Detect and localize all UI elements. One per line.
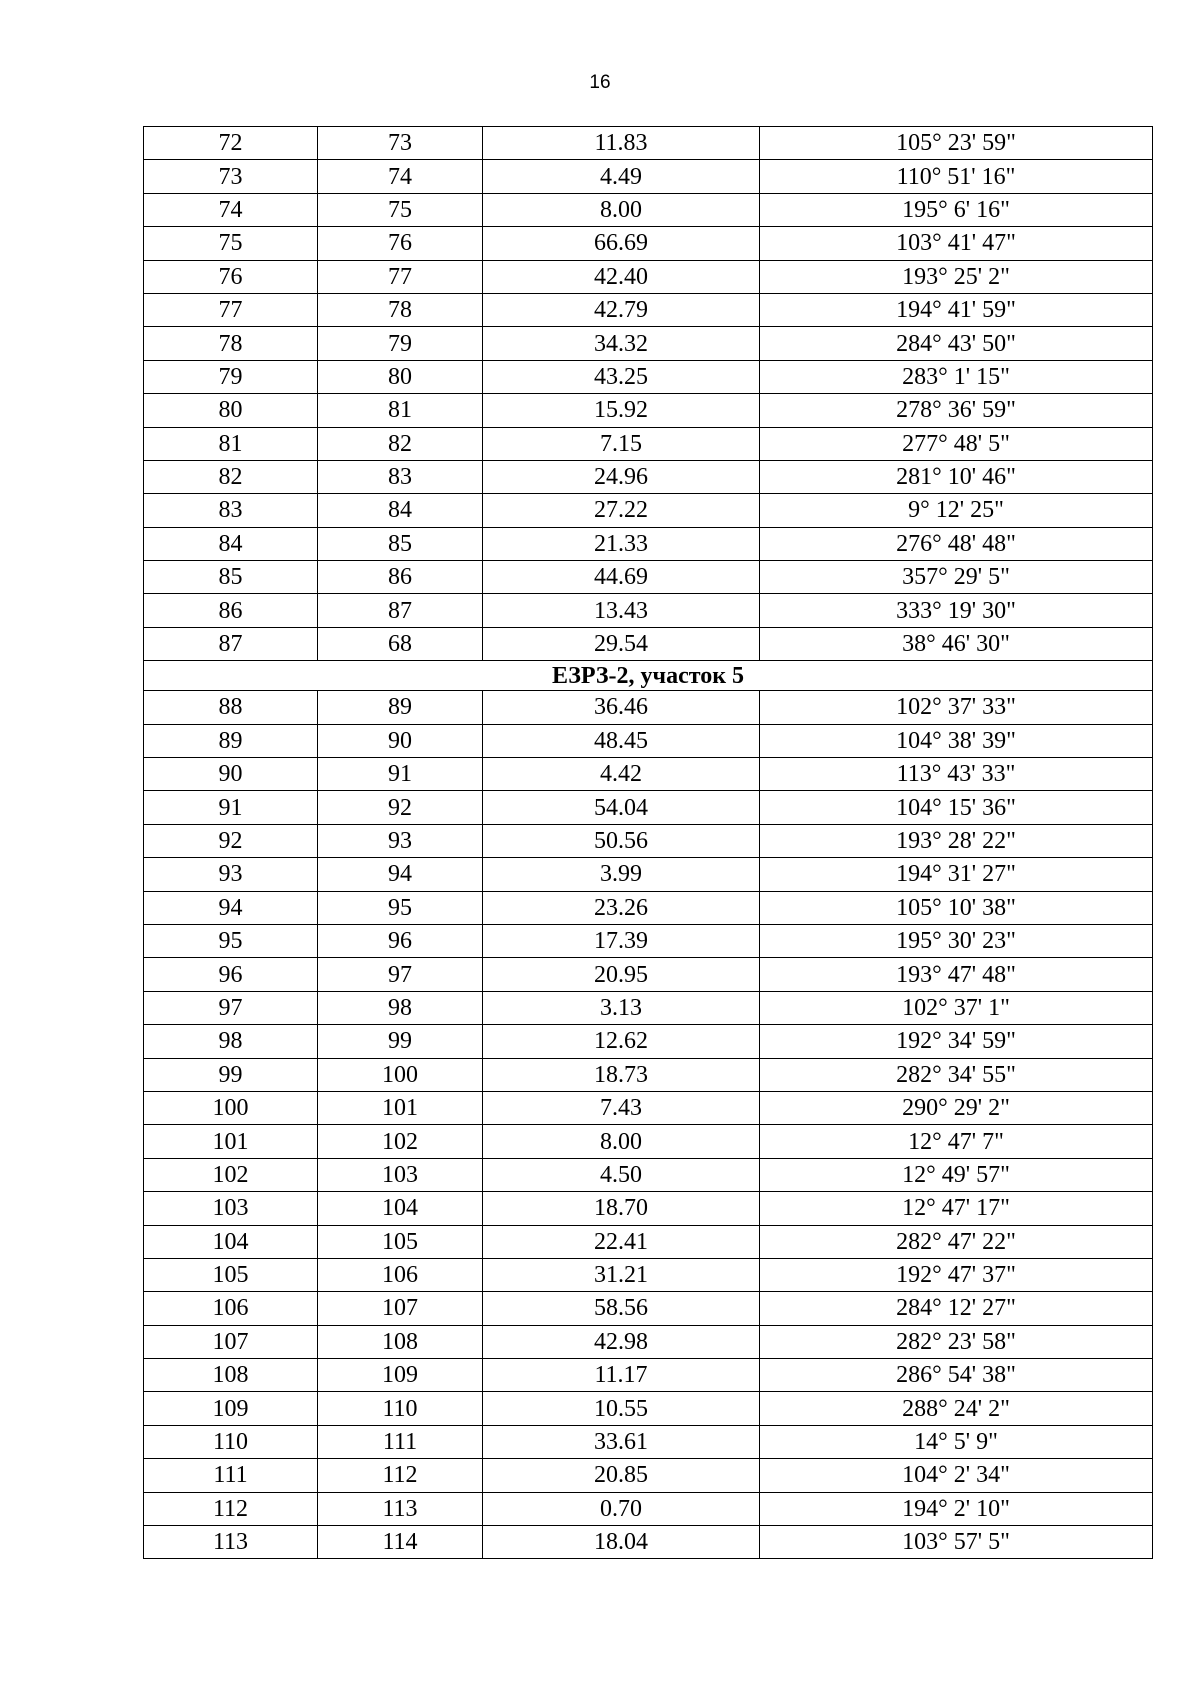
to-point-cell: 110 (318, 1392, 483, 1425)
from-point-cell: 106 (144, 1292, 318, 1325)
boundary-coordinates-table (143, 126, 1153, 1559)
distance-cell: 31.21 (483, 1258, 760, 1291)
bearing-cell: 286° 54' 38" (760, 1359, 1153, 1392)
table-row (144, 1492, 1153, 1525)
to-point-cell: 92 (318, 791, 483, 824)
to-point-cell: 84 (318, 494, 483, 527)
bearing-cell: 283° 1' 15" (760, 360, 1153, 393)
bearing-cell: 104° 38' 39" (760, 724, 1153, 757)
to-point-cell: 103 (318, 1158, 483, 1191)
to-point-cell: 89 (318, 691, 483, 724)
distance-cell: 48.45 (483, 724, 760, 757)
bearing-cell: 278° 36' 59" (760, 394, 1153, 427)
distance-cell: 21.33 (483, 527, 760, 560)
to-point-cell: 106 (318, 1258, 483, 1291)
table-row (144, 1258, 1153, 1291)
distance-cell: 27.22 (483, 494, 760, 527)
from-point-cell: 108 (144, 1359, 318, 1392)
table-row (144, 1158, 1153, 1191)
table-row (144, 858, 1153, 891)
from-point-cell: 112 (144, 1492, 318, 1525)
bearing-cell: 38° 46' 30" (760, 627, 1153, 660)
bearing-cell: 103° 57' 5" (760, 1526, 1153, 1559)
distance-cell: 8.00 (483, 1125, 760, 1158)
to-point-cell: 94 (318, 858, 483, 891)
from-point-cell: 93 (144, 858, 318, 891)
to-point-cell: 78 (318, 293, 483, 326)
table-row (144, 127, 1153, 160)
table-row (144, 758, 1153, 791)
table-row (144, 260, 1153, 293)
to-point-cell: 68 (318, 627, 483, 660)
distance-cell: 44.69 (483, 561, 760, 594)
distance-cell: 29.54 (483, 627, 760, 660)
from-point-cell: 103 (144, 1192, 318, 1225)
from-point-cell: 100 (144, 1091, 318, 1124)
to-point-cell: 82 (318, 427, 483, 460)
bearing-cell: 282° 23' 58" (760, 1325, 1153, 1358)
from-point-cell: 81 (144, 427, 318, 460)
distance-cell: 24.96 (483, 460, 760, 493)
to-point-cell: 91 (318, 758, 483, 791)
to-point-cell: 114 (318, 1526, 483, 1559)
section-header-row (144, 661, 1153, 691)
bearing-cell: 193° 47' 48" (760, 958, 1153, 991)
to-point-cell: 101 (318, 1091, 483, 1124)
distance-cell: 58.56 (483, 1292, 760, 1325)
to-point-cell: 75 (318, 193, 483, 226)
from-point-cell: 84 (144, 527, 318, 560)
table-row (144, 227, 1153, 260)
to-point-cell: 113 (318, 1492, 483, 1525)
bearing-cell: 290° 29' 2" (760, 1091, 1153, 1124)
from-point-cell: 88 (144, 691, 318, 724)
distance-cell: 54.04 (483, 791, 760, 824)
table-row (144, 824, 1153, 857)
from-point-cell: 75 (144, 227, 318, 260)
from-point-cell: 86 (144, 594, 318, 627)
table-row (144, 724, 1153, 757)
bearing-cell: 9° 12' 25" (760, 494, 1153, 527)
from-point-cell: 74 (144, 193, 318, 226)
to-point-cell: 97 (318, 958, 483, 991)
to-point-cell: 85 (318, 527, 483, 560)
to-point-cell: 98 (318, 991, 483, 1024)
table-row (144, 1192, 1153, 1225)
table-row (144, 460, 1153, 493)
table-row (144, 891, 1153, 924)
from-point-cell: 102 (144, 1158, 318, 1191)
table-row (144, 1292, 1153, 1325)
distance-cell: 33.61 (483, 1425, 760, 1458)
from-point-cell: 72 (144, 127, 318, 160)
from-point-cell: 77 (144, 293, 318, 326)
bearing-cell: 192° 47' 37" (760, 1258, 1153, 1291)
from-point-cell: 87 (144, 627, 318, 660)
bearing-cell: 195° 30' 23" (760, 924, 1153, 957)
from-point-cell: 76 (144, 260, 318, 293)
from-point-cell: 82 (144, 460, 318, 493)
to-point-cell: 80 (318, 360, 483, 393)
to-point-cell: 105 (318, 1225, 483, 1258)
distance-cell: 4.50 (483, 1158, 760, 1191)
from-point-cell: 99 (144, 1058, 318, 1091)
table-row (144, 1392, 1153, 1425)
from-point-cell: 73 (144, 160, 318, 193)
to-point-cell: 102 (318, 1125, 483, 1158)
from-point-cell: 111 (144, 1459, 318, 1492)
distance-cell: 11.83 (483, 127, 760, 160)
to-point-cell: 77 (318, 260, 483, 293)
bearing-cell: 12° 49' 57" (760, 1158, 1153, 1191)
to-point-cell: 86 (318, 561, 483, 594)
to-point-cell: 73 (318, 127, 483, 160)
bearing-cell: 193° 28' 22" (760, 824, 1153, 857)
page-number: 16 (589, 72, 611, 93)
distance-cell: 3.13 (483, 991, 760, 1024)
to-point-cell: 95 (318, 891, 483, 924)
to-point-cell: 111 (318, 1425, 483, 1458)
bearing-cell: 113° 43' 33" (760, 758, 1153, 791)
table-row (144, 1125, 1153, 1158)
table-row (144, 1225, 1153, 1258)
table-row (144, 394, 1153, 427)
bearing-cell: 357° 29' 5" (760, 561, 1153, 594)
bearing-cell: 194° 2' 10" (760, 1492, 1153, 1525)
bearing-cell: 105° 10' 38" (760, 891, 1153, 924)
distance-cell: 20.95 (483, 958, 760, 991)
distance-cell: 10.55 (483, 1392, 760, 1425)
distance-cell: 42.40 (483, 260, 760, 293)
from-point-cell: 109 (144, 1392, 318, 1425)
to-point-cell: 79 (318, 327, 483, 360)
table-row (144, 1091, 1153, 1124)
distance-cell: 11.17 (483, 1359, 760, 1392)
table-row (144, 527, 1153, 560)
distance-cell: 42.79 (483, 293, 760, 326)
bearing-cell: 281° 10' 46" (760, 460, 1153, 493)
distance-cell: 18.04 (483, 1526, 760, 1559)
distance-cell: 43.25 (483, 360, 760, 393)
table-row (144, 160, 1153, 193)
table-row (144, 1359, 1153, 1392)
bearing-cell: 12° 47' 17" (760, 1192, 1153, 1225)
table-row (144, 360, 1153, 393)
distance-cell: 4.49 (483, 160, 760, 193)
bearing-cell: 102° 37' 1" (760, 991, 1153, 1024)
table-row (144, 991, 1153, 1024)
to-point-cell: 108 (318, 1325, 483, 1358)
to-point-cell: 112 (318, 1459, 483, 1492)
bearing-cell: 192° 34' 59" (760, 1025, 1153, 1058)
from-point-cell: 110 (144, 1425, 318, 1458)
from-point-cell: 89 (144, 724, 318, 757)
distance-cell: 3.99 (483, 858, 760, 891)
table-row (144, 327, 1153, 360)
to-point-cell: 100 (318, 1058, 483, 1091)
distance-cell: 0.70 (483, 1492, 760, 1525)
bearing-cell: 193° 25' 2" (760, 260, 1153, 293)
bearing-cell: 195° 6' 16" (760, 193, 1153, 226)
distance-cell: 36.46 (483, 691, 760, 724)
table-row (144, 494, 1153, 527)
table-row (144, 427, 1153, 460)
distance-cell: 23.26 (483, 891, 760, 924)
bearing-cell: 288° 24' 2" (760, 1392, 1153, 1425)
distance-cell: 17.39 (483, 924, 760, 957)
from-point-cell: 83 (144, 494, 318, 527)
distance-cell: 18.70 (483, 1192, 760, 1225)
bearing-cell: 282° 47' 22" (760, 1225, 1153, 1258)
from-point-cell: 90 (144, 758, 318, 791)
section-title: ЕЗРЗ-2, участок 5 (144, 661, 1153, 691)
from-point-cell: 96 (144, 958, 318, 991)
bearing-cell: 104° 15' 36" (760, 791, 1153, 824)
to-point-cell: 90 (318, 724, 483, 757)
distance-cell: 8.00 (483, 193, 760, 226)
distance-cell: 13.43 (483, 594, 760, 627)
from-point-cell: 78 (144, 327, 318, 360)
table-row (144, 924, 1153, 957)
bearing-cell: 105° 23' 59" (760, 127, 1153, 160)
from-point-cell: 91 (144, 791, 318, 824)
bearing-cell: 12° 47' 7" (760, 1125, 1153, 1158)
table-row (144, 193, 1153, 226)
from-point-cell: 92 (144, 824, 318, 857)
table-row (144, 791, 1153, 824)
bearing-cell: 276° 48' 48" (760, 527, 1153, 560)
table-row (144, 1526, 1153, 1559)
distance-cell: 12.62 (483, 1025, 760, 1058)
table-row (144, 594, 1153, 627)
to-point-cell: 76 (318, 227, 483, 260)
bearing-cell: 194° 31' 27" (760, 858, 1153, 891)
from-point-cell: 85 (144, 561, 318, 594)
bearing-cell: 104° 2' 34" (760, 1459, 1153, 1492)
table-row (144, 691, 1153, 724)
from-point-cell: 104 (144, 1225, 318, 1258)
distance-cell: 66.69 (483, 227, 760, 260)
distance-cell: 7.15 (483, 427, 760, 460)
from-point-cell: 80 (144, 394, 318, 427)
table-row (144, 1025, 1153, 1058)
bearing-cell: 277° 48' 5" (760, 427, 1153, 460)
bearing-cell: 102° 37' 33" (760, 691, 1153, 724)
from-point-cell: 113 (144, 1526, 318, 1559)
from-point-cell: 101 (144, 1125, 318, 1158)
table-row (144, 1459, 1153, 1492)
table-row (144, 1058, 1153, 1091)
bearing-cell: 194° 41' 59" (760, 293, 1153, 326)
bearing-cell: 110° 51' 16" (760, 160, 1153, 193)
bearing-cell: 284° 12' 27" (760, 1292, 1153, 1325)
to-point-cell: 87 (318, 594, 483, 627)
distance-cell: 18.73 (483, 1058, 760, 1091)
from-point-cell: 94 (144, 891, 318, 924)
table-row (144, 1325, 1153, 1358)
to-point-cell: 96 (318, 924, 483, 957)
distance-cell: 20.85 (483, 1459, 760, 1492)
bearing-cell: 282° 34' 55" (760, 1058, 1153, 1091)
from-point-cell: 97 (144, 991, 318, 1024)
table-row (144, 293, 1153, 326)
table-row (144, 958, 1153, 991)
to-point-cell: 74 (318, 160, 483, 193)
bearing-cell: 284° 43' 50" (760, 327, 1153, 360)
from-point-cell: 107 (144, 1325, 318, 1358)
from-point-cell: 79 (144, 360, 318, 393)
table-row (144, 561, 1153, 594)
to-point-cell: 109 (318, 1359, 483, 1392)
table-row (144, 627, 1153, 660)
from-point-cell: 95 (144, 924, 318, 957)
to-point-cell: 104 (318, 1192, 483, 1225)
bearing-cell: 333° 19' 30" (760, 594, 1153, 627)
to-point-cell: 99 (318, 1025, 483, 1058)
distance-cell: 15.92 (483, 394, 760, 427)
to-point-cell: 107 (318, 1292, 483, 1325)
distance-cell: 42.98 (483, 1325, 760, 1358)
distance-cell: 34.32 (483, 327, 760, 360)
distance-cell: 50.56 (483, 824, 760, 857)
to-point-cell: 93 (318, 824, 483, 857)
from-point-cell: 105 (144, 1258, 318, 1291)
to-point-cell: 83 (318, 460, 483, 493)
distance-cell: 4.42 (483, 758, 760, 791)
bearing-cell: 14° 5' 9" (760, 1425, 1153, 1458)
bearing-cell: 103° 41' 47" (760, 227, 1153, 260)
distance-cell: 7.43 (483, 1091, 760, 1124)
table-row (144, 1425, 1153, 1458)
from-point-cell: 98 (144, 1025, 318, 1058)
distance-cell: 22.41 (483, 1225, 760, 1258)
to-point-cell: 81 (318, 394, 483, 427)
